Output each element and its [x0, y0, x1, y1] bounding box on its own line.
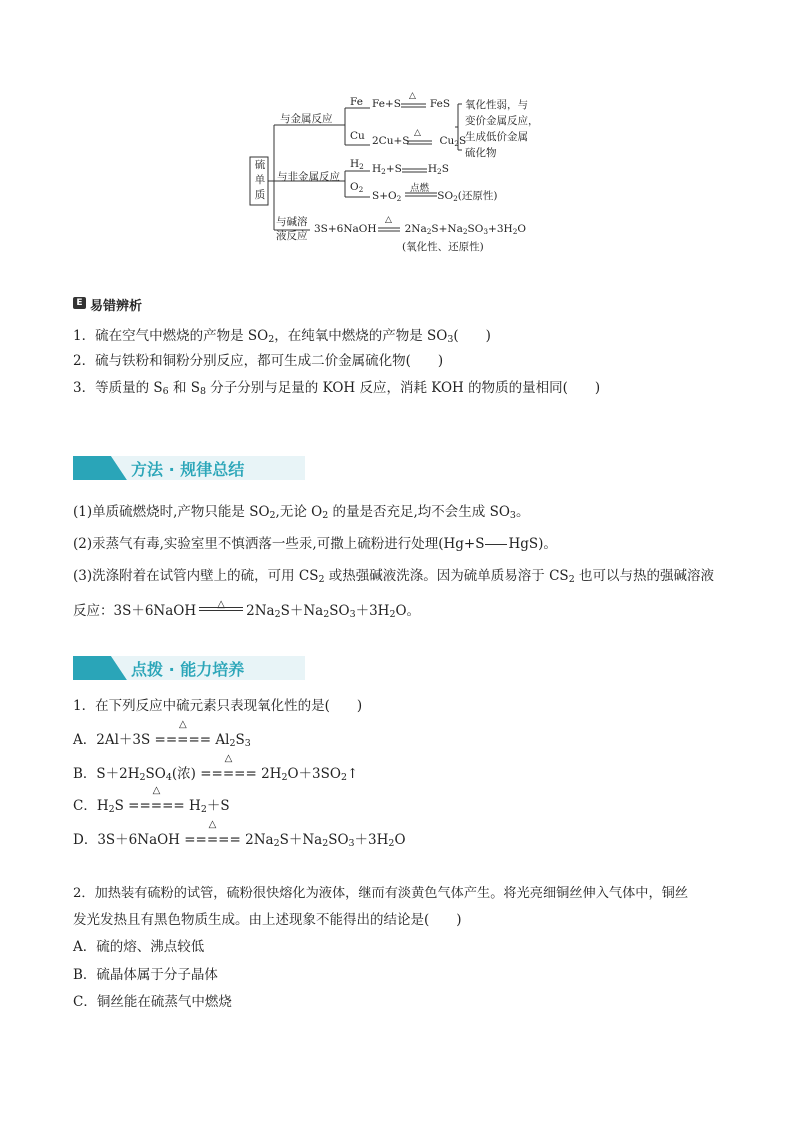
error-q2: 2．硫与铁粉和铜粉分别反应，都可生成二价金属硫化物( )	[73, 353, 444, 369]
metal-branch-label: 与金属反应	[280, 113, 333, 125]
metal-note: 氧化性弱，与 变价金属反应， 生成低价金属 硫化物	[465, 99, 539, 159]
o2-label: $O_2$	[350, 181, 364, 194]
base-note: (氧化性、还原性)	[402, 241, 484, 253]
nonmetal-branch-label: 与非金属反应	[277, 171, 340, 183]
ability-q1-option-b: B．$S+2H_2SO_4$(浓) △ ===== $2H_2O+3SO_2↑$	[73, 753, 359, 783]
ability-q2-option-c: C．铜丝能在硫蒸气中燃烧	[73, 994, 232, 1010]
cu-triangle: △	[414, 128, 421, 138]
method-title: 方法 · 规律总结	[131, 460, 245, 479]
method-p4: 反应：3S＋6NaOH △ $2Na_2S+Na_2SO_3+3H_2O$。	[73, 599, 421, 620]
fe-triangle: △	[409, 91, 416, 101]
o2-condition: 点燃	[410, 183, 430, 194]
ability-q2-line1: 2．加热装有硫粉的试管，硫粉很快熔化为液体，继而有淡黄色气体产生。将光亮细铜丝伸入气体中，铜丝	[73, 886, 689, 901]
ability-q1-option-d: D．3S＋6NaOH △ ===== $2Na_2S+Na_2SO_3+3H_2O$	[73, 819, 406, 849]
h2-equation: $H_2+S$ $H_2S$	[372, 163, 449, 176]
base-branch-label: 与碱溶 液反应	[276, 216, 308, 242]
base-triangle: △	[385, 215, 392, 225]
ability-q1-option-c: C．$H_2S$ △ ===== $H_2+S$	[73, 785, 230, 815]
method-p2: (2)汞蒸气有毒,实验室里不慎洒落一些汞,可撒上硫粉进行处理(Hg+S HgS)。	[73, 536, 557, 552]
root-char: 单	[254, 174, 266, 186]
fe-label: Fe	[350, 96, 363, 108]
ability-q2-line2: 发光发热且有黑色物质生成。由上述现象不能得出的结论是( )	[73, 912, 462, 928]
root-char: 硫	[254, 159, 266, 171]
error-icon: E	[73, 297, 86, 309]
error-title: 易错辨析	[90, 299, 143, 314]
fe-equation: Fe+S FeS	[372, 98, 451, 110]
base-equation: 3S+6NaOH $2Na_2S+Na_2SO_3+3H_2O$	[314, 223, 526, 236]
cu-equation: 2Cu+S $Cu_2S$	[372, 135, 467, 148]
ability-q2-option-b: B．硫晶体属于分子晶体	[73, 967, 218, 983]
ability-q1: 1．在下列反应中硫元素只表现氧化性的是( )	[73, 698, 363, 714]
ability-q2-option-a: A．硫的熔、沸点较低	[73, 939, 205, 955]
cu-label: Cu	[350, 130, 365, 142]
method-p1: (1)单质硫燃烧时,产物只能是 $SO_2$,无论 $O_2$ 的量是否充足,均不会生成 $SO_3$。	[73, 504, 530, 521]
h2-label: $H_2$	[350, 158, 364, 171]
ability-title: 点拨 · 能力培养	[131, 660, 245, 679]
ability-q1-option-a: A．2Al＋3S △ ===== $Al_2S_3$	[73, 719, 251, 749]
o2-equation: $S+O_2$ $SO_2$(还原性)	[372, 190, 498, 203]
root-label	[254, 158, 266, 203]
root-char: 质	[254, 189, 266, 201]
method-p3: (3)洗涤附着在试管内壁上的硫，可用 $CS_2$ 或热强碱液洗涤。因为硫单质易溶于 $CS_2$ 也可以与热的强碱溶液	[73, 568, 714, 585]
error-q1: 1．硫在空气中燃烧的产物是 $SO_2$，在纯氧中燃烧的产物是 $SO_3$( )	[73, 328, 491, 345]
error-q3: 3．等质量的 $S_6$ 和 $S_8$ 分子分别与足量的 KOH 反应，消耗 KOH 的物质的量相同( )	[73, 380, 601, 397]
